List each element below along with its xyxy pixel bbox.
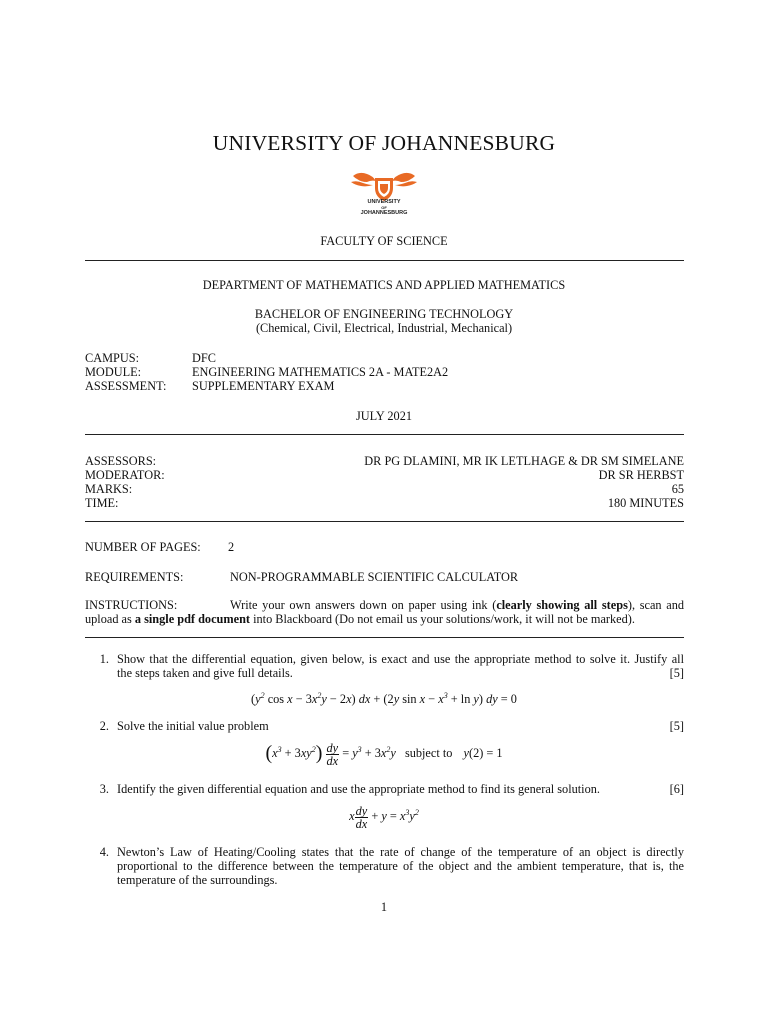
logo-text-university: UNIVERSITY xyxy=(367,199,401,205)
module-value: ENGINEERING MATHEMATICS 2A - MATE2A2 xyxy=(192,365,449,379)
instructions-label: INSTRUCTIONS: xyxy=(85,598,178,612)
question-2-marks: [5] xyxy=(669,719,684,733)
divider-4 xyxy=(85,637,684,638)
question-4-text-line-3: temperature of the surroundings. xyxy=(117,873,278,887)
marks-label: MARKS: xyxy=(85,482,133,496)
degree-streams: (Chemical, Civil, Electrical, Industrial, Mechanical) xyxy=(255,321,513,335)
divider-2 xyxy=(85,434,684,435)
module-label: MODULE: xyxy=(85,365,142,379)
question-3-number: 3. xyxy=(99,782,109,796)
question-2-number: 2. xyxy=(99,719,109,733)
pages-label: NUMBER OF PAGES: xyxy=(85,540,201,554)
question-1-text-line-1: Show that the differential equation, given below, is exact and use the appropriate method to solve it. Justify all xyxy=(117,652,684,666)
question-1-equation: ($y^2$ $\cos x - 3x^2y - 2x$) dx + (2y $\sin x - x^3 + \ln y$) dy = 0 xyxy=(251,691,517,706)
instructions-line-1 xyxy=(230,598,684,612)
question-1-text-line-2: the steps taken and give full details. xyxy=(117,666,293,680)
logo-text-of: OF xyxy=(381,205,387,210)
campus-value: DFC xyxy=(192,351,216,365)
moderator-value: DR SR HERBST xyxy=(598,468,684,482)
department-name: DEPARTMENT OF MATHEMATICS AND APPLIED MATHEMATICS xyxy=(202,278,566,292)
question-3-text: Identify the given differential equation and use the appropriate method to find its general solution. xyxy=(117,782,600,796)
marks-value: 65 xyxy=(671,482,684,496)
pages-value: 2 xyxy=(228,540,235,554)
instructions-emphasis-2: a single pdf document xyxy=(134,612,251,626)
instructions-text-2: ), scan and xyxy=(627,598,684,612)
university-title: UNIVERSITY OF JOHANNESBURG xyxy=(212,131,556,155)
requirements-label: REQUIREMENTS: xyxy=(85,570,184,584)
moderator-label: MODERATOR: xyxy=(85,468,165,482)
question-3-marks: [6] xyxy=(669,782,684,796)
time-label: TIME: xyxy=(85,496,119,510)
instructions-line-2 xyxy=(85,612,635,626)
dy-dx-fraction-2: $\frac{dy}{dx}$ xyxy=(355,803,368,831)
instructions-text-4: into Blackboard (Do not email us your solutions/work, it will not be marked). xyxy=(250,612,635,626)
degree-name: BACHELOR OF ENGINEERING TECHNOLOGY xyxy=(254,307,514,321)
question-4-number: 4. xyxy=(99,845,109,859)
instructions-emphasis-1: clearly showing all steps xyxy=(496,598,628,612)
assessors-label: ASSESSORS: xyxy=(85,454,157,468)
logo-text-johannesburg: JOHANNESBURG xyxy=(360,210,408,216)
question-2-equation: $(x^3 + 3xy^2)$ $\frac{dy}{dx}$ = $y^3 + 3x^2y$ subject to y(2) = 1 xyxy=(265,740,503,768)
page-number: 1 xyxy=(380,900,388,914)
assessment-label: ASSESSMENT: xyxy=(85,379,167,393)
faculty-name: FACULTY OF SCIENCE xyxy=(320,234,448,248)
exam-date: JULY 2021 xyxy=(355,409,413,423)
university-logo xyxy=(349,168,419,218)
subject-to-text: subject to xyxy=(404,746,453,760)
question-1-marks: [5] xyxy=(669,666,684,680)
campus-label: CAMPUS: xyxy=(85,351,139,365)
instructions-text-1: Write your own answers down on paper using ink ( xyxy=(230,598,497,612)
question-3-equation: x $\frac{dy}{dx}$ + $y = x^3y^2$ xyxy=(349,803,419,831)
assessors-value: DR PG DLAMINI, MR IK LETLHAGE & DR SM SIMELANE xyxy=(364,454,684,468)
question-4-text-line-1: Newton’s Law of Heating/Cooling states that the rate of change of the temperature of an object is directly xyxy=(117,845,684,859)
question-4-text-line-2: proportional to the difference between the temperature of the object and the ambient temperature, that is, the xyxy=(117,859,684,873)
assessment-value: SUPPLEMENTARY EXAM xyxy=(192,379,335,393)
time-value: 180 MINUTES xyxy=(607,496,684,510)
divider-1 xyxy=(85,260,684,261)
instructions-text-3: upload as xyxy=(85,612,135,626)
question-1-number: 1. xyxy=(99,652,109,666)
question-2-text: Solve the initial value problem xyxy=(117,719,269,733)
dy-dx-fraction: $\frac{dy}{dx}$ xyxy=(326,740,339,768)
requirements-value: NON-PROGRAMMABLE SCIENTIFIC CALCULATOR xyxy=(230,570,519,584)
divider-3 xyxy=(85,521,684,522)
